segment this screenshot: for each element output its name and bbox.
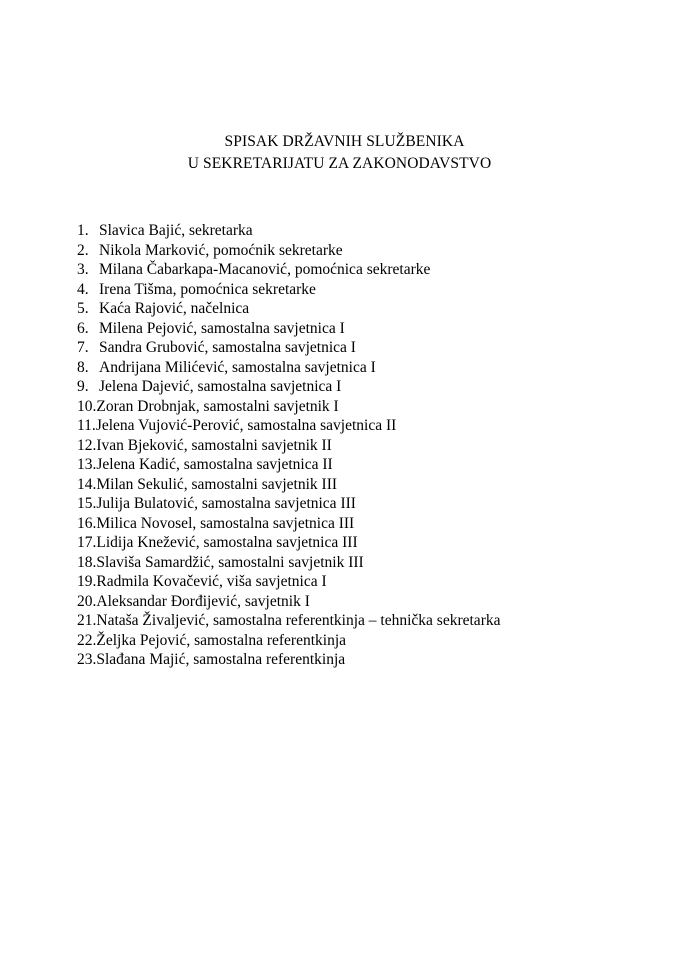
item-number: 3. [77,261,89,278]
list-item [77,611,500,631]
item-text: Milica Novosel, samostalna savjetnica III [96,514,355,532]
item-text: Jelena Kadić, samostalna savjetnica II [96,456,333,473]
list-item [77,241,500,261]
list-item [77,260,500,280]
item-text: Ivan Bjeković, samostalni savjetnik II [96,436,332,454]
item-text: Andrijana Milićević, samostalna savjetnica I [99,358,376,376]
list-item [77,416,500,436]
item-text: Aleksandar Đorđijević, savjetnik I [96,592,310,610]
list-item [77,377,500,397]
list-item [77,592,500,612]
item-number: 12. [77,436,97,454]
item-text: Slavica Bajić, sekretarka [99,222,253,239]
list-item [77,455,500,475]
item-text: Milena Pejović, samostalna savjetnica I [99,319,345,337]
item-number: 8. [77,358,89,376]
item-number: 14. [77,475,97,493]
item-number: 4. [77,280,89,298]
item-text: Slaviša Samardžić, samostalni savjetnik III [96,553,364,571]
list-item [77,475,500,495]
list-item [77,494,500,514]
list-item [77,650,500,670]
list-item [77,436,500,456]
item-number: 10. [77,397,97,415]
list-item [77,299,500,319]
item-text: Julija Bulatović, samostalna savjetnica III [96,495,356,512]
item-number: 18. [77,553,97,571]
item-number: 16. [77,514,97,532]
item-number: 20. [77,592,97,610]
list-item [77,553,500,573]
item-text: Zoran Drobnjak, samostalni savjetnik I [96,397,339,415]
item-number: 21. [77,612,97,629]
item-text: Kaća Rajović, načelnica [99,300,250,317]
item-text: Željka Pejović, samostalna referentkinja [96,631,347,649]
item-text: Radmila Kovačević, viša savjetnica I [96,573,327,590]
item-text: Lidija Knežević, samostalna savjetnica III [96,534,358,551]
list-item [77,221,500,241]
list-item [77,280,500,300]
list-item [77,631,500,651]
item-number: 22. [77,631,97,649]
list-item [77,358,500,378]
staff-list [77,221,500,670]
title-line-1: SPISAK DRŽAVNIH SLUŽBENIKA [224,133,465,150]
item-number: 13. [77,456,97,473]
item-text: Nataša Živaljević, samostalna referentkinja – tehnička sekretarka [96,612,501,629]
item-number: 9. [77,378,89,395]
list-item [77,338,500,358]
item-text: Jelena Vujović-Perović, samostalna savjetnica II [95,417,397,434]
item-number: 11. [77,417,96,434]
item-number: 7. [77,339,89,356]
item-number: 15. [77,495,97,512]
document-title [0,131,679,175]
item-text: Irena Tišma, pomoćnica sekretarke [99,280,316,298]
title-line-2: U SEKRETARIJATU ZA ZAKONODAVSTVO [187,155,492,172]
item-text: Sandra Grubović, samostalna savjetnica I [99,339,356,356]
item-text: Jelena Dajević, samostalna savjetnica I [99,378,342,395]
list-item [77,533,500,553]
item-text: Milana Čabarkapa-Macanović, pomoćnica sekretarke [99,261,431,278]
list-item [77,514,500,534]
item-number: 1. [77,222,89,239]
item-number: 2. [77,241,89,259]
item-number: 6. [77,319,89,337]
item-number: 17. [77,534,97,551]
item-number: 19. [77,573,97,590]
item-number: 23. [77,651,97,668]
item-text: Nikola Marković, pomoćnik sekretarke [99,241,343,259]
list-item [77,572,500,592]
item-text: Milan Sekulić, samostalni savjetnik III [96,475,338,493]
item-number: 5. [77,300,89,317]
list-item [77,319,500,339]
item-text: Slađana Majić, samostalna referentkinja [96,651,346,668]
list-item [77,397,500,417]
